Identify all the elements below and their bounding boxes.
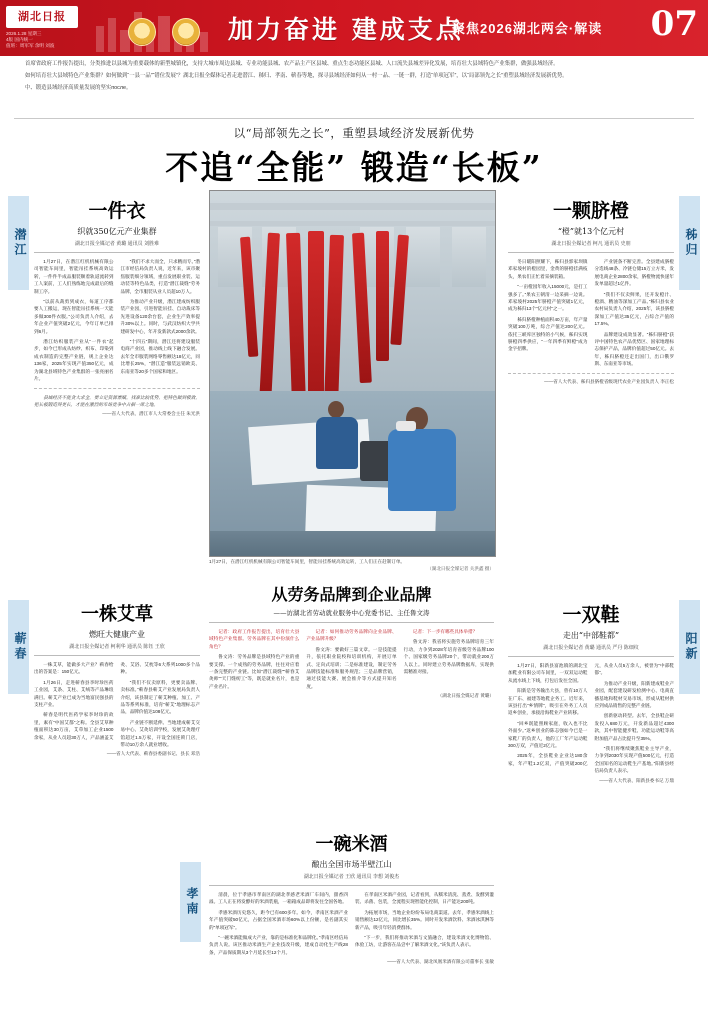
masthead-logo: 湖北日报 xyxy=(6,6,78,28)
article-title: 一双鞋 xyxy=(562,604,620,626)
interview-question: 记者：如何推动劳务品牌向企业品牌、产业品牌升级？ xyxy=(306,629,397,642)
section-tag-zigui: 秭归 xyxy=(679,196,700,290)
article-qichun xyxy=(34,600,200,757)
paragraph: “我们将继续聚焦鞋业主导产业，力争到2030年实现产值500亿元，打造全国知名的运动鞋生产基地。”阳新县经信局负责人表示。 xyxy=(594,746,674,774)
masthead-meta-editors: 值班：周军军 余明 刘波 xyxy=(6,43,55,48)
intro-block xyxy=(14,60,694,96)
paragraph: “一碗米酒能做成大产业，靠的是标准化和品牌化。”孝南区经信局负责人说。该区推动米酒生产企业技改升级，建成自动化生产线28条，产品保质期从3个月延长至12个月。 xyxy=(209,935,348,955)
photo-caption xyxy=(209,558,494,572)
paragraph: “我们不仅卖鲜果，还开发橙汁、橙酒、精油等深加工产品。”秭归县农业农村局负责人介绍，2025年，该县脐橙深加工产值达35亿元，占综合产值的17.5%。 xyxy=(594,291,674,327)
paragraph: “一亩橙园年收入15000元，是打工强多了。”果农王朝清一边采摘一边说。邓家坡村2025年脐橙产值突破1亿元，成为秭归13个“亿元村”之一。 xyxy=(508,284,588,312)
interview-answer: 鲁文涛：劳务品牌是县域特色产业的重要支撑。一个成熟的劳务品牌，往往对应着一条完整的产业链。比如“潜江裁缝”“蕲春艾灸师”“天门缝纫工”等，既是就业名片，也是产业名片。 xyxy=(209,654,300,689)
photo-caption-text: 1月27日，在潜江红机机械有限公司智能车间里，智能吊挂系统高效运转，工人们正在赶制订单。 xyxy=(209,559,406,564)
paragraph: 为推动产业升级，潜江建成纺织服装产业园，引进智能吊挂、自动裁床等先进设备120余台套，企业生产效率提升30%以上。同时，与武汉纺织大学共建研发中心，年开发新款式2000余款。 xyxy=(120,299,200,334)
article-byline: 湖北日报全媒记者 黄璐 通讯员 严丹 陈细纹 xyxy=(543,645,639,651)
paragraph: “我们不求大而全，只求精而专。”潜江市经信局负责人说，近年来，该市聚焦服装细分领域，重点发展职业装、运动装等特色品类，打造“潜江裁缝”劳务品牌，全市服装从业人员超10万人。 xyxy=(120,259,200,294)
paragraph: “我们不仅卖原料，更要卖品牌、卖标准。”蕲春县蕲艾产业发展局负责人介绍，该县制定了蕲艾种植、加工、产品等系列标准，培育“蕲艾”地理标志产品，品牌价值达108亿元。 xyxy=(120,679,200,715)
quote-text: 县域经济不能贪大求全，要立足资源禀赋，找准比较优势，把特色做到极致，把长板锻造得更长，才能在激烈的市场竞争中占据一席之地。 xyxy=(34,394,200,407)
intro-paragraph: 中、锻造县域经济高质量发展的坚实после。 xyxy=(25,85,132,91)
paragraph: 为拓展市场，当地企业纷纷布局电商渠道。去年，孝感米酒线上销售额达12亿元，同比增长35%。同时开发米酒饮料、米酒冰淇淋等新产品，吸引年轻消费群体。 xyxy=(355,909,494,930)
article-subtitle: 走出“中部鞋都” xyxy=(562,631,620,640)
article-title: 一件衣 xyxy=(88,200,146,222)
paragraph: “以前从裁剪到成衣，每道工序都要人工搬运，现在智能吊挂系统一天能多做300件衣服。”公司负责人介绍，去年企业产值突破2亿元，今年订单已排到6月。 xyxy=(34,299,114,334)
article-body xyxy=(34,661,200,748)
paragraph: 蕲春是明代医药学家李时珍的故里，素有“中国艾都”之称。全县艾草种植面积达30万亩，艾草加工企业1500余家，从业人员超30万人，产品涵盖艾灸、艾浴、艾枕等6大系列1000多个品种。 xyxy=(34,662,200,740)
paragraph: 1月26日，走进蕲春县李时珍医药工业园，艾条、艾柱、艾绒等产品琳琅满目。蕲艾产业已成为当地富民强县的支柱产业。 xyxy=(34,679,114,708)
interview-answer: 鲁文涛：我省将实施劳务品牌培育三年行动，力争到2028年培育省级劳务品牌100个、国家级劳务品牌20个，带动就业200万人以上。同时建立劳务品牌数据库，实现供需精准对接。 xyxy=(403,639,494,675)
paragraph: 一株艾草，能做多大产业？蕲春给出的答案是：150亿元。 xyxy=(34,662,114,675)
center-photo xyxy=(209,190,496,557)
article-yangxin xyxy=(508,600,674,784)
paragraph: 产业链不断延伸。当地建成蕲艾交易中心、艾灸培训学校，发展艾灸理疗馆超过1.5万家，开设全国连锁门店，带动10万余人就业增收。 xyxy=(120,719,200,748)
article-subtitle: ——访湖北省劳动就业服务中心党委书记、主任鲁文涛 xyxy=(273,609,430,617)
paragraph: “下一步，我们将推动米酒与文旅融合，建设米酒文化博物馆、体验工坊，让游客在品尝中了解米酒文化。”该负责人表示。 xyxy=(355,935,494,948)
section-tag-yangxin: 阳新 xyxy=(679,600,700,694)
paragraph: 阳新是劳务输出大县，曾有10万人在广东、福建等地鞋企务工。近年来，该县打出“乡情牌”，吸引在外务工人员返乡创业，承接沿海鞋业产业转移。 xyxy=(508,688,588,716)
page-title: 不追“全能” 锻造“长板” xyxy=(165,148,543,187)
article-body xyxy=(209,891,494,956)
article-subtitle: 织就350亿元产业集群 xyxy=(77,227,157,236)
paragraph: 在孝南区米酒产业园，记者看到，从糯米清洗、蒸煮、发酵到灌装、杀菌、包装，全流程实现智能化控制，日产能达200吨。 xyxy=(355,892,494,905)
article-title: 一株艾草 xyxy=(81,604,153,625)
headline-kicker: 以“局部领先之长”，重塑县域经济发展新优势 xyxy=(233,126,475,140)
article-quote xyxy=(34,394,200,409)
paragraph: “回乡既能照顾家庭，收入也不比外面少。”返乡创业的陈志强如今已是一家鞋厂的负责人，他的工厂年产运动鞋300万双，产值近2亿元。 xyxy=(508,720,588,749)
article-qianjiang xyxy=(34,196,200,417)
article-byline: 湖北日报全媒记者 黄璐 通讯员 刘胜难 xyxy=(74,241,160,247)
masthead-meta-edition: 4版 国内统一 xyxy=(6,37,33,42)
article-zigui xyxy=(508,196,674,385)
article-signature: ——省人大代表、蕲春县委副书记、县长 邓浩 xyxy=(106,751,200,757)
divider xyxy=(14,118,694,119)
paragraph: 品牌建设成效显著。“秭归脐橙”获评中国特色农产品优势区、国家地理标志保护产品，品牌价值超过50亿元。去年，秭归脐橙还走出国门，出口俄罗斯、东南亚等市场。 xyxy=(594,331,674,367)
section-tag-xiaonan: 孝南 xyxy=(180,862,201,942)
article-signature: ——省人大代表、潜江市人大常委会主任 朱光洪 xyxy=(102,411,200,417)
paragraph: 秭归脐橙种植面积40万亩，年产量突破100万吨，综合产值达200亿元。依托三峡库区独特的小气候，秭归实现脐橙四季供应，“一年四季有鲜橙”成为金字招牌。 xyxy=(508,316,588,352)
article-signature: ——省人大代表、湖北凤凰米酒有限公司董事长 张敏 xyxy=(387,959,494,965)
paragraph: 2025年，全县鞋业企业达180余家，年产鞋1.2亿双，产值突破200亿元，从业人员5万余人，被誉为“中部鞋都”。 xyxy=(508,663,674,766)
section-tag-qianjiang: 潜江 xyxy=(8,196,29,290)
paragraph: 为推动产业升级，阳新建成鞋业产业园，配套建设研发检测中心、电商直播基地和鞋材交易市场，形成从鞋材供应到成品销售的完整产业链。 xyxy=(594,680,674,709)
paragraph: 1月27日，阳新县富池镇的湖北宝加鞋业有限公司车间里，一双双运动鞋从流水线上下线，打包后发往全国。 xyxy=(508,663,588,683)
paragraph: 创新驱动转型。去年，全县鞋企研发投入680万元，开发新品超过4300款，其中智能健步鞋、功能运动鞋等高附加值产品占比提升至35%。 xyxy=(594,713,674,741)
section-tag-qichun: 蕲春 xyxy=(8,600,29,694)
intro-paragraph: 如何培育壮大县域特色产业集群？如何做到“一县一品”“错位发展”？湖北日报全媒体记者走进潜江、秭归、孝南、蕲春等地，探寻县域经济如何从一村一品、一链一群，打造“单项冠军”，以“局部领先之长”重塑县域经济发展新优势。 xyxy=(25,73,568,79)
article-byline: 湖北日报全媒记者 柯凡 通讯员 史朋 xyxy=(551,241,631,247)
paragraph: 冬日暖阳照耀下，秭归县郭家坝镇邓家坡村的橙园里，金黄的脐橙挂满枝头，果农们正忙着采摘装箱。 xyxy=(508,259,588,279)
article-subtitle: “橙”就13个亿元村 xyxy=(557,227,625,236)
masthead xyxy=(0,0,708,56)
paragraph: 清晨，位于孝感市孝南区的湖北孝感老米酒厂车间内，甜香四溢。工人正在将发酵好的米酒装瓶，一箱箱成品即将发往全国各地。 xyxy=(209,892,348,905)
paragraph: 1月27日，在潜江红机机械有限公司智能车间里，智能吊挂系统高效运转，一件件半成品服装顺着轨道流转到工人案前，工人们熟练地完成最后的缝制工序。 xyxy=(34,259,114,294)
masthead-skyline-graphic xyxy=(92,4,222,52)
article-signature: ——省人大代表、阳新县委书记 万鼎 xyxy=(599,777,674,783)
paragraph: 潜江纺织服装产业从“一件衣”起步，如今已形成从纺纱、织布、印染到成衣制造的完整产业链，规上企业达136家，2025年实现产值350亿元，成为湖北县域特色产业集群的一张亮丽名片。 xyxy=(34,339,114,382)
page-number: 07 xyxy=(650,4,698,44)
article-title: 一碗米酒 xyxy=(315,834,388,855)
interview-question: 记者：下一步有哪些具体举措？ xyxy=(412,629,478,634)
article-signature: ——省人大代表、秭归县脐橙省级现代农业产业园负责人 李正松 xyxy=(544,378,674,384)
masthead-title: 加力奋进 建成支点 xyxy=(228,15,464,44)
article-xiaonan xyxy=(209,830,494,965)
article-byline: 湖北日报全媒记者 柯利华 通讯员 陈钰 王欣 xyxy=(69,644,165,650)
article-subtitle: 燃旺大健康产业 xyxy=(89,630,145,639)
masthead-meta xyxy=(6,31,86,49)
interview-answer: 鲁文涛：要做好三篇文章。一是技能提升，依托职业院校和培训机构，开展订单式、定向式培训；二是标准建设，制定劳务品牌技能标准和服务规范；三是品牌营销，通过技能大赛、展会推介等方式提升知名度。 xyxy=(306,646,397,689)
paragraph: “十四五”期间，潜江还将建设服装电商产业园，推动线上线下融合发展。去年全市服装网络零售额达18亿元，同比增长25%，“潜江造”服装远销欧美、东南亚等20多个国家和地区。 xyxy=(120,339,200,374)
article-title: 一颗脐橙 xyxy=(552,200,629,222)
article-labor-brand xyxy=(209,582,494,699)
interview-question: 记者：政府工作报告提出，培育壮大县域特色产业集群。劳务品牌在其中扮演什么角色？ xyxy=(209,629,300,649)
article-body xyxy=(508,662,674,775)
masthead-meta-date: 2026.1.28 星期三 xyxy=(6,31,42,36)
article-subtitle: 酿出全国市场半壁江山 xyxy=(311,860,392,869)
article-title: 从劳务品牌到企业品牌 xyxy=(271,585,432,604)
paragraph: 孝感米酒历史悠久，距今已有600多年。如今，孝南区米酒产业年产值突破50亿元，占据全国米酒市场60%以上份额，是名副其实的“单项冠军”。 xyxy=(209,909,348,930)
paragraph: 产业链条不断完善。全县建成脐橙分选线48条、冷链仓储15万立方米，发展电商企业2800余家，脐橙物流快递年发单量超过1亿件。 xyxy=(594,259,674,287)
article-signature: （湖北日报全媒记者 黄璐） xyxy=(437,693,494,699)
photo-credit: （湖北日报全媒记者 关洪鑫 摄） xyxy=(427,566,494,571)
article-body xyxy=(508,258,674,368)
masthead-subtitle: 聚焦2026湖北两会·解读 xyxy=(452,21,603,36)
article-body xyxy=(209,628,494,690)
article-body xyxy=(34,258,200,383)
intro-paragraph: 首席省政府工作报告提出，分类推进以县城为重要载体的新型城镇化，支持大城市周边县城、专业功能县城、农产品主产区县城、重点生态功能区县城、人口流失县城差异化发展，培育壮大县域特色产业集群，做强县域经济。 xyxy=(25,61,559,67)
article-byline: 湖北日报全媒记者 王欣 通讯员 李想 刘俊杰 xyxy=(303,874,400,880)
